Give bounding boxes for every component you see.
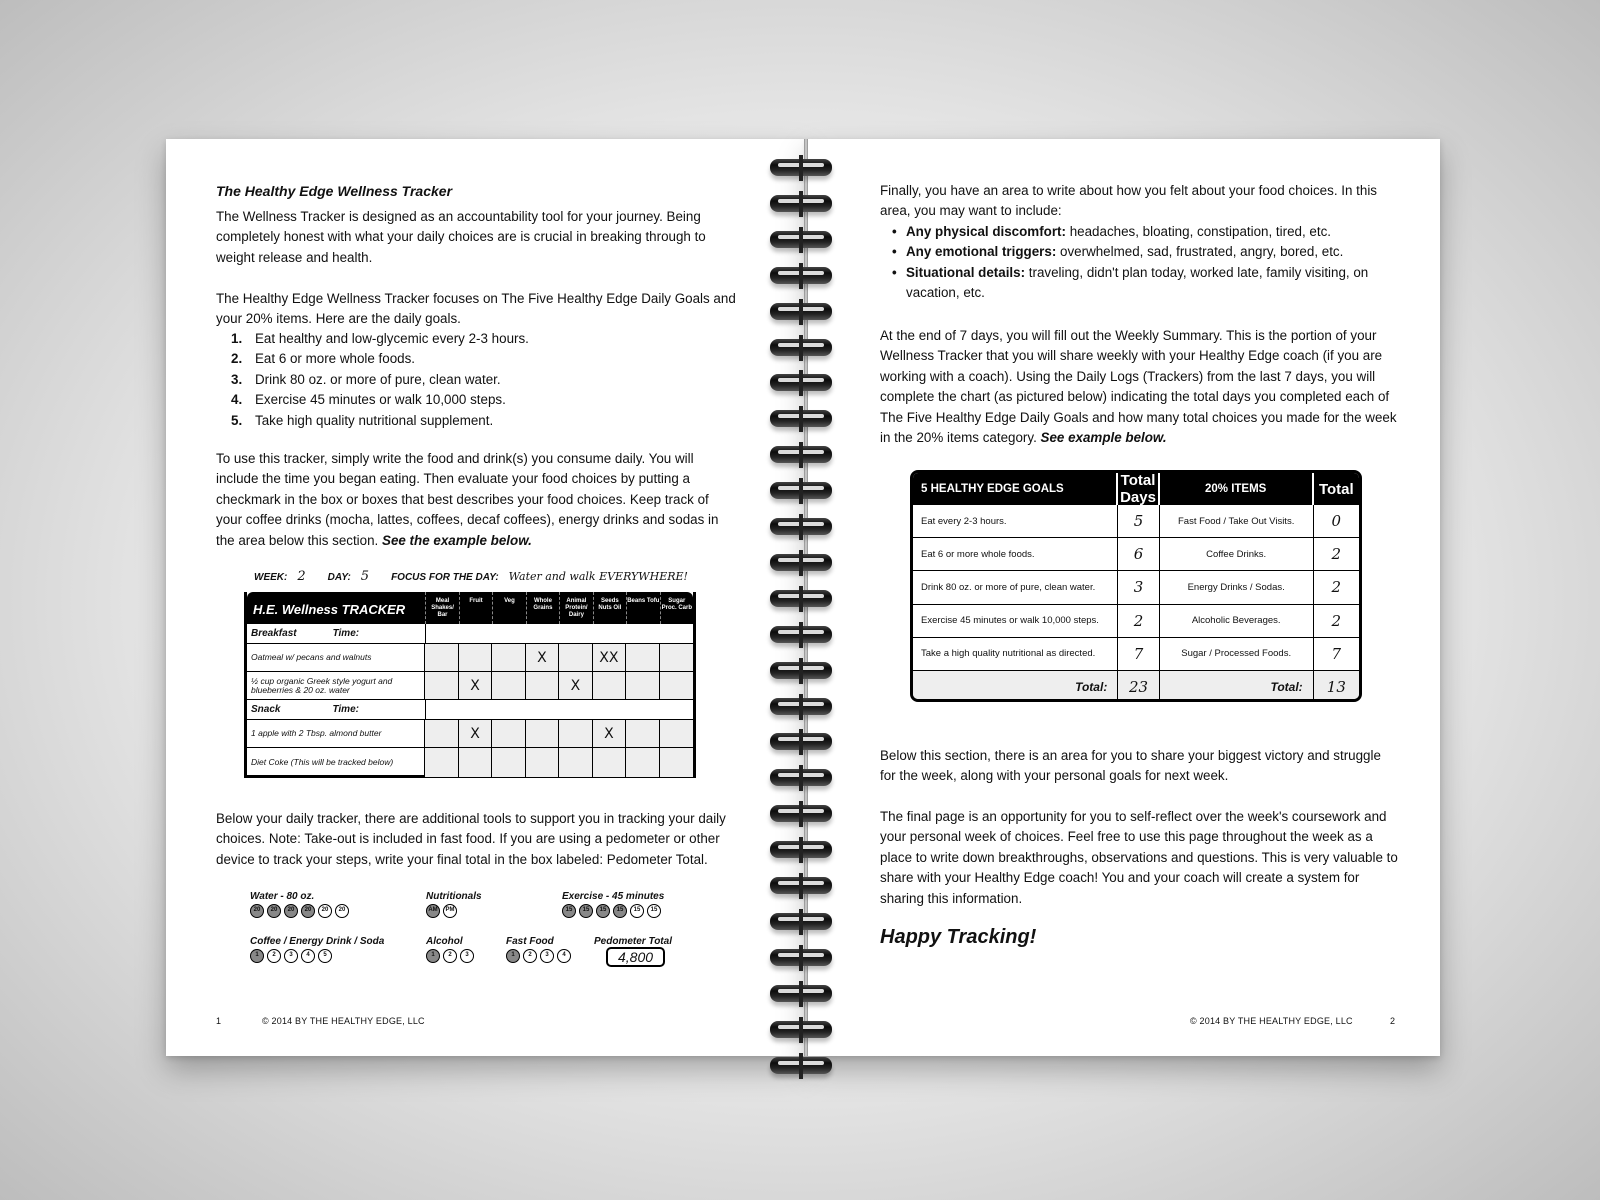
alcohol-tracker: Alcohol 1 2 3 [426,936,477,965]
fastfood-circle[interactable]: 2 [523,949,537,963]
exercise-circles[interactable] [562,902,664,920]
spiral-coil [766,801,836,827]
closing-text: Happy Tracking! [880,926,1037,948]
right-page [807,139,1440,1056]
coffee-circle[interactable]: 4 [301,949,315,963]
page-title: The Healthy Edge Wellness Tracker [216,183,453,199]
water-circle[interactable]: 20 [267,904,281,918]
coffee-circle[interactable]: 3 [284,949,298,963]
fastfood-circles[interactable] [506,947,574,965]
goals-table-row: Eat 6 or more whole foods. 6 Coffee Drinks. 2 [913,538,1359,571]
footer-copyright: © 2014 BY THE HEALTHY EDGE, LLC [1190,1016,1353,1026]
spiral-coil [766,694,836,720]
alcohol-circle[interactable]: 2 [443,949,457,963]
coffee-circle[interactable]: 2 [267,949,281,963]
fastfood-tracker: Fast Food 1 2 3 4 [506,936,574,965]
spiral-coil [766,765,836,791]
tracker-header: H.E. Wellness TRACKER Meal Shakes/ Bar Fruit Veg Whole Grains Animal Protein/ Dairy Seeds Nuts Oil Beans Tofu Sugar Proc. Carb [247,592,693,624]
spiral-coil [766,155,836,181]
fastfood-circle[interactable]: 4 [557,949,571,963]
fastfood-circle[interactable]: 1 [506,949,520,963]
intro-paragraph: The Wellness Tracker is designed as an accountability tool for your journey. Being completely honest with what your daily choices are is crucial in breaking through to weight release and health. [216,209,706,265]
weekly-summary-paragraph: At the end of 7 days, you will fill out the Weekly Summary. This is the portion of your Wellness Tracker that you will share weekly with your Healthy Edge coach (if you are working with a coach). Using the Daily Logs (Trackers) from the last 7 days, you will complete the chart (as pictured below) indicating the total days you completed each of The Five Healthy Edge Daily Goals and how many total choices you made for the week in the 20% items category. See example below. [880,328,1397,446]
water-circle[interactable]: 20 [335,904,349,918]
pedometer-tracker: Pedometer Total 4,800 [594,936,672,965]
water-circle[interactable]: 20 [284,904,298,918]
footer-copyright: © 2014 BY THE HEALTHY EDGE, LLC [262,1016,425,1026]
feelings-item: • Situational details: traveling, didn't plan today, worked late, family visiting, on vacation, etc. [880,263,1400,304]
water-circle[interactable]: 20 [301,904,315,918]
goals-table-row: Drink 80 oz. or more of pure, clean water. 3 Energy Drinks / Sodas. 2 [913,571,1359,604]
exercise-circle[interactable]: 15 [630,904,644,918]
water-tracker: Water - 80 oz. 20 20 20 20 20 20 [250,891,352,920]
goals-summary-table [910,470,1362,702]
alcohol-circles[interactable] [426,947,477,965]
nutritionals-circle[interactable]: AM [426,904,440,918]
tracker-row: 1 apple with 2 Tbsp. almond butter X X [247,720,693,748]
spiral-coil [766,837,836,863]
exercise-circle[interactable]: 15 [579,904,593,918]
spiral-coil [766,1053,836,1079]
spiral-coil [766,191,836,217]
goal-item: 2. Eat 6 or more whole foods. [231,351,416,367]
tracker-row: Diet Coke (This will be tracked below) [247,748,693,777]
goals-table-row: Exercise 45 minutes or walk 10,000 steps. 2 Alcoholic Beverages. 2 [913,605,1359,638]
nutritionals-circle[interactable]: PM [443,904,457,918]
spiral-coil [766,622,836,648]
spiral-coil [766,945,836,971]
spiral-coil [766,299,836,325]
spiral-coil [766,335,836,361]
exercise-circle[interactable]: 15 [562,904,576,918]
spiral-coil [766,478,836,504]
spiral-coil [766,550,836,576]
feelings-item: • Any physical discomfort: headaches, bloating, constipation, tired, etc. [880,222,1400,242]
goal-item: 1. Eat healthy and low-glycemic every 2-3 hours. [231,331,529,346]
pedometer-value[interactable]: 4,800 [606,947,665,967]
wellness-tracker-table [244,592,696,778]
coffee-circle[interactable]: 1 [250,949,264,963]
spiral-coil [766,442,836,468]
spiral-coil [766,370,836,396]
alcohol-circle[interactable]: 1 [426,949,440,963]
goal-item: 3. Drink 80 oz. or more of pure, clean water. [231,371,501,387]
spiral-coil [766,658,836,684]
goal-item: 5. Take high quality nutritional supplement. [231,412,494,428]
tracker-meal-header: Snack Time: [247,700,693,720]
nutritionals-circles[interactable] [426,902,482,920]
goal-item: 4. Exercise 45 minutes or walk 10,000 steps. [231,392,506,408]
goals-table-total-row: Total: 23 Total: 13 [913,671,1359,702]
feelings-list [880,222,1400,304]
spiral-coil [766,1017,836,1043]
water-circles[interactable] [250,902,352,920]
spiral-coil [766,227,836,253]
footer-page-number: 1 [216,1016,222,1026]
water-circle[interactable]: 20 [318,904,332,918]
spiral-coil [766,981,836,1007]
spiral-coil [766,909,836,935]
coffee-circle[interactable]: 5 [318,949,332,963]
reflection-paragraph: The final page is an opportunity for you to self-reflect over the week's coursework and your personal week of choices. Feel free to use this page throughout the week as a place to write down breakthroughs, observations and questions. This is very valuable to share with your Healthy Edge coach! You and your coach will create a system for sharing this information. [880,809,1398,906]
exercise-tracker: Exercise - 45 minutes 15 15 15 15 15 15 [562,891,664,920]
daily-goals-list [216,329,736,431]
feelings-item: • Any emotional triggers: overwhelmed, sad, frustrated, angry, bored, etc. [880,242,1400,262]
goals-intro-paragraph: The Healthy Edge Wellness Tracker focuses on The Five Healthy Edge Daily Goals and your 20% items. Here are the daily goals. [216,291,736,327]
exercise-circle[interactable]: 15 [647,904,661,918]
goals-table-row: Eat every 2-3 hours. 5 Fast Food / Take Out Visits. 0 [913,505,1359,538]
feelings-paragraph: Finally, you have an area to write about how you felt about your food choices. In this area, you may want to include: [880,183,1377,219]
tracker-meal-header: Breakfast Time: [247,624,693,644]
water-circle[interactable]: 20 [250,904,264,918]
nutritionals-tracker: Nutritionals AM PM [426,891,482,920]
goals-table-header: 5 HEALTHY EDGE GOALS Total Days 20% ITEMS Total [913,473,1359,505]
tools-paragraph: Below your daily tracker, there are additional tools to support you in tracking your daily choices. Note: Take-out is included in fast food. If you are using a pedometer or other device to track your steps, write your final total in the box labeled: Pedometer Total. [216,811,726,867]
victory-paragraph: Below this section, there is an area for you to share your biggest victory and struggle for the week, along with your personal goals for next week. [880,748,1381,784]
fastfood-circle[interactable]: 3 [540,949,554,963]
goals-table-row: Take a high quality nutritional as directed. 7 Sugar / Processed Foods. 7 [913,638,1359,671]
usage-paragraph: To use this tracker, simply write the food and drink(s) you consume daily. You will include the time you began eating. Then evaluate your food choices by putting a checkmark in the box or boxes that best describes your food choices. Keep track of your coffee drinks (mocha, lattes, coffees, decaf coffees), energy drinks and sodas in the area below this section. See the example below. [216,451,719,548]
tracker-row: Oatmeal w/ pecans and walnuts X XX [247,644,693,672]
alcohol-circle[interactable]: 3 [460,949,474,963]
footer-page-number: 2 [1390,1016,1396,1026]
exercise-circle[interactable]: 15 [596,904,610,918]
spiral-coil [766,729,836,755]
left-page [166,139,806,1056]
tracker-row: ½ cup organic Greek style yogurt and blueberries & 20 oz. water X X [247,672,693,700]
coffee-tracker: Coffee / Energy Drink / Soda 1 2 3 4 5 [250,936,384,965]
spiral-coil [766,263,836,289]
week-day-line: WEEK: 2 DAY: 5 FOCUS FOR THE DAY: Water and walk EVERYWHERE! [254,569,688,584]
spiral-coil [766,514,836,540]
exercise-circle[interactable]: 15 [613,904,627,918]
spiral-coil [766,873,836,899]
coffee-circles[interactable] [250,947,384,965]
spiral-coil [766,406,836,432]
spiral-coil [766,586,836,612]
